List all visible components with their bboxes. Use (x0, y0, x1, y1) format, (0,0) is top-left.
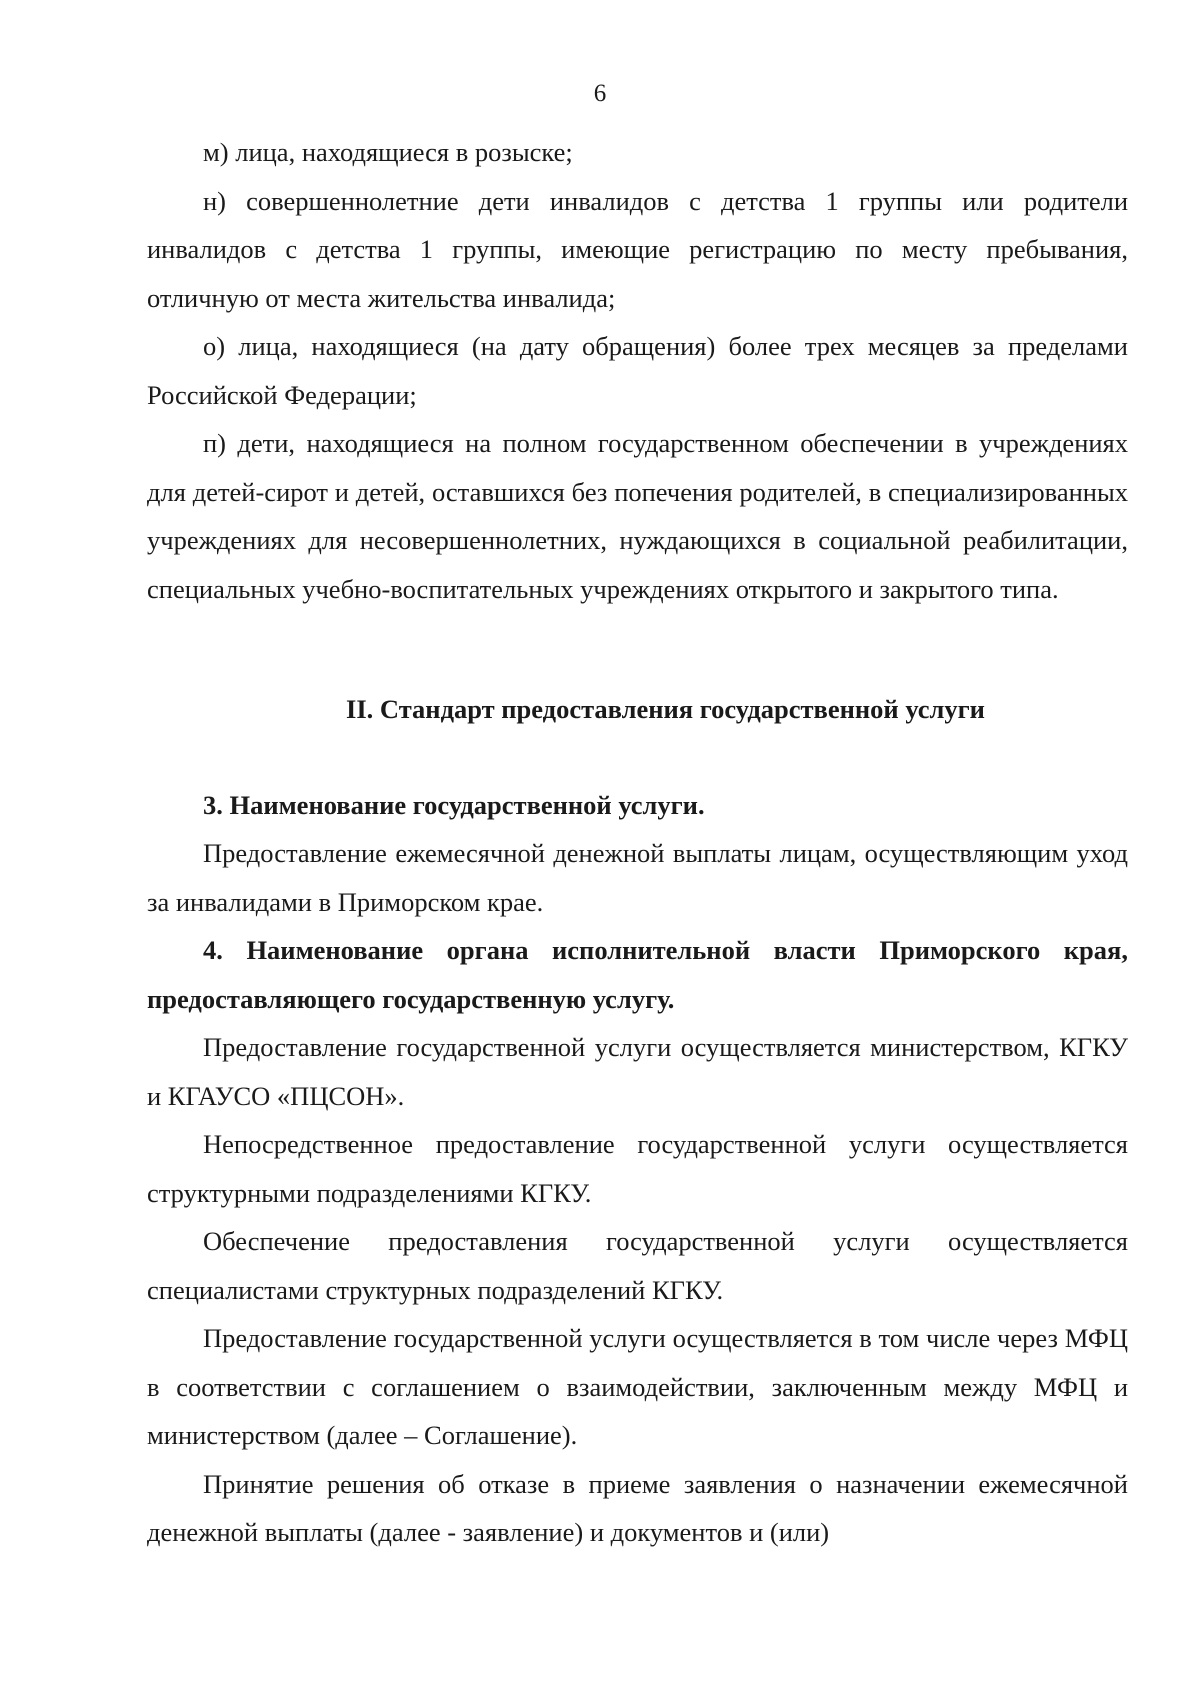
subsection-4-paragraph: Предоставление государственной услуги осуществляется в том числе через МФЦ в соответствии с соглашением о взаимодействии, заключенным между МФЦ и министерством (далее – Соглашение). (147, 1323, 1128, 1450)
subsection-4-heading: 4. Наименование органа исполнительной власти Приморского края, предоставляющего государственную услугу. (147, 935, 1128, 1014)
spacer (147, 613, 1128, 685)
list-item-m: м) лица, находящиеся в розыске; (203, 137, 573, 167)
list-item-o: о) лица, находящиеся (на дату обращения) более трех месяцев за пределами Российской Федерации; (147, 331, 1128, 410)
page-content (147, 128, 1128, 1557)
subsection-3-heading: 3. Наименование государственной услуги. (203, 789, 705, 820)
spacer (147, 734, 1128, 781)
page-number: 6 (593, 80, 607, 107)
subsection-4-paragraph: Принятие решения об отказе в приеме заявления о назначении ежемесячной денежной выплаты (далее - заявление) и документов и (или) (147, 1468, 1128, 1547)
subsection-3-text: Предоставление ежемесячной денежной выплаты лицам, осуществляющим уход за инвалидами в Приморском крае. (147, 838, 1128, 917)
subsection-4-paragraph: Непосредственное предоставление государственной услуги осуществляется структурными подразделениями КГКУ. (147, 1129, 1128, 1208)
subsection-4-paragraph: Обеспечение предоставления государственной услуги осуществляется специалистами структурных подразделений КГКУ. (147, 1226, 1128, 1305)
section-title: II. Стандарт предоставления государственной услуги (346, 694, 985, 724)
subsection-4-paragraph: Предоставление государственной услуги осуществляется министерством, КГКУ и КГАУСО «ПЦСОН». (147, 1032, 1128, 1111)
list-item-n: н) совершеннолетние дети инвалидов с детства 1 группы или родители инвалидов с детства 1 группы, имеющие регистрацию по месту пребывания, отличную от места жительства инвалида; (147, 185, 1128, 313)
list-item-p: п) дети, находящиеся на полном государственном обеспечении в учреждениях для детей-сирот и детей, оставшихся без попечения родителей, в специализированных учреждениях для несовершеннолетних, нуждающихся в социальной реабилитации, специальных учебно-воспитательных учреждениях открытого и закрытого типа. (147, 428, 1128, 604)
